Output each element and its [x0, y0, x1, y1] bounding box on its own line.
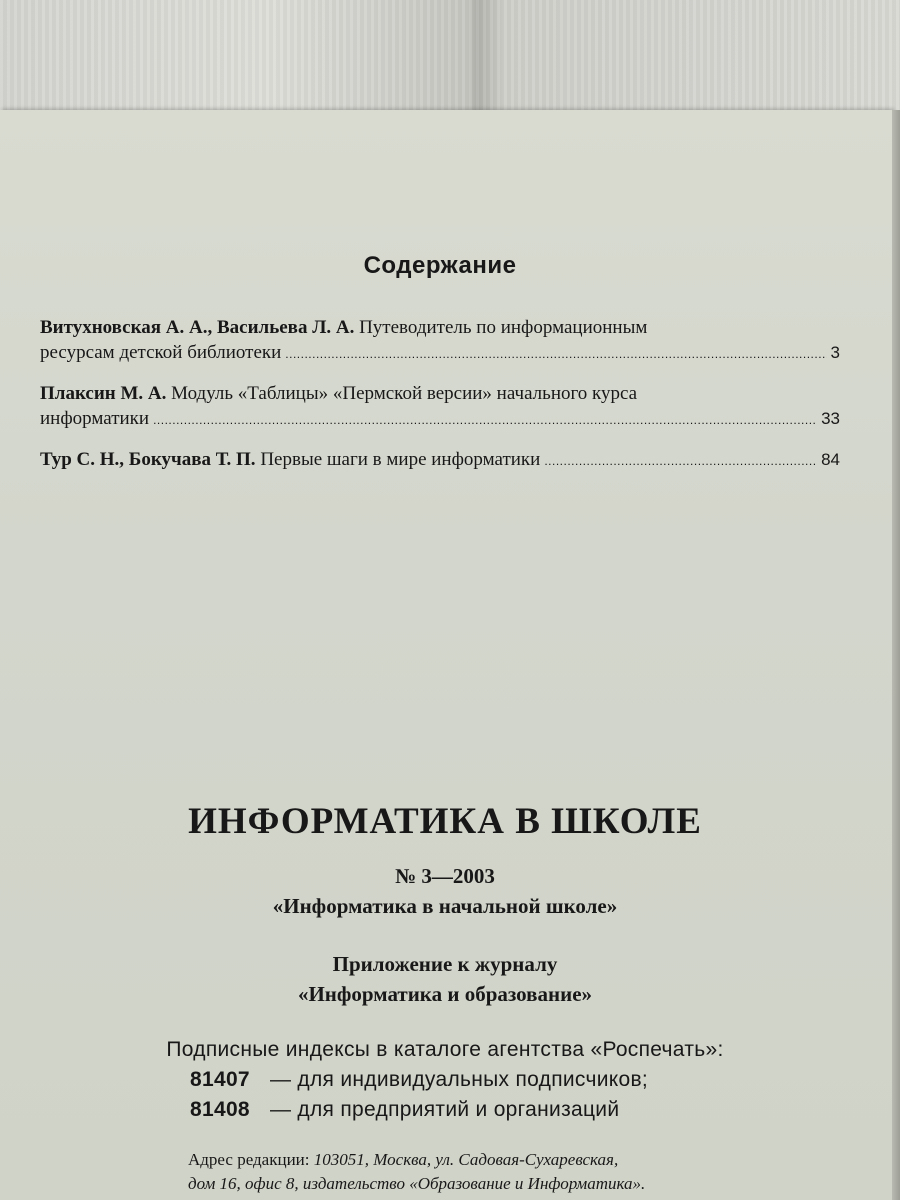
toc-entry-3-page: 84 — [821, 450, 840, 469]
toc-entry-2-title: Модуль «Таблицы» «Пермской версии» начального курса — [171, 383, 638, 404]
subscription-index-2 — [190, 1098, 619, 1122]
supplement-line-1: Приложение к журналу — [332, 952, 558, 976]
toc-entry-1-title-cont: ресурсам детской библиотеки — [40, 342, 282, 363]
address-street: 103051, Москва, ул. Садовая-Сухаревская, — [313, 1150, 619, 1169]
leader-dots — [544, 449, 817, 474]
toc-entry-2-authors: Плаксин М. А. — [40, 383, 167, 404]
editorial-address-line-2: дом 16, офис 8, издательство «Образование и Информатика». — [188, 1174, 646, 1193]
address-label: Адрес редакции: — [188, 1150, 310, 1169]
toc-entry-1-authors: Витухновская А. А., Васильева Л. А. — [40, 317, 355, 338]
toc-entry-3-line1 — [40, 447, 840, 474]
index-text: — для предприятий и организаций — [270, 1098, 620, 1121]
toc-entry-2-page: 33 — [821, 409, 840, 428]
toc-entry-2-title-cont: информатики — [40, 408, 150, 429]
toc-entry-1-title: Путеводитель по информационным — [359, 317, 648, 338]
issue-number: № 3—2003 — [395, 864, 495, 888]
index-text: — для индивидуальных подписчиков; — [270, 1068, 649, 1091]
wooden-background — [0, 0, 900, 120]
toc-entry-3-text — [40, 447, 540, 472]
page-edge — [892, 110, 900, 1200]
issue-subtitle: «Информатика в начальной школе» — [272, 894, 618, 918]
toc-heading: Содержание — [363, 252, 517, 279]
index-number: 81407 — [190, 1068, 250, 1091]
supplement-line-2: «Информатика и образование» — [297, 982, 593, 1006]
index-number: 81408 — [190, 1098, 250, 1121]
toc-entry-1-line2 — [40, 340, 840, 367]
toc-entry-1-line1 — [40, 315, 840, 340]
toc-entry-1 — [40, 315, 840, 367]
journal-title: ИНФОРМАТИКА В ШКОЛЕ — [188, 801, 702, 842]
toc-entry-1-page: 3 — [830, 343, 840, 362]
toc-entry-3-authors: Тур С. Н., Бокучава Т. П. — [40, 449, 256, 470]
editorial-address-line-1 — [188, 1150, 618, 1170]
subscription-intro: Подписные индексы в каталоге агентства «Роспечать»: — [166, 1038, 724, 1061]
toc-entry-2-line2 — [40, 406, 840, 433]
toc-entry-2-line1 — [40, 381, 840, 406]
leader-dots — [153, 408, 817, 433]
subscription-index-1 — [190, 1068, 648, 1092]
toc-entry-3-title: Первые шаги в мире информатики — [260, 449, 541, 470]
toc-entry-3 — [40, 447, 840, 474]
book-page — [0, 110, 892, 1200]
leader-dots — [285, 342, 826, 367]
toc-entry-2 — [40, 381, 840, 433]
table-of-contents — [40, 315, 840, 488]
